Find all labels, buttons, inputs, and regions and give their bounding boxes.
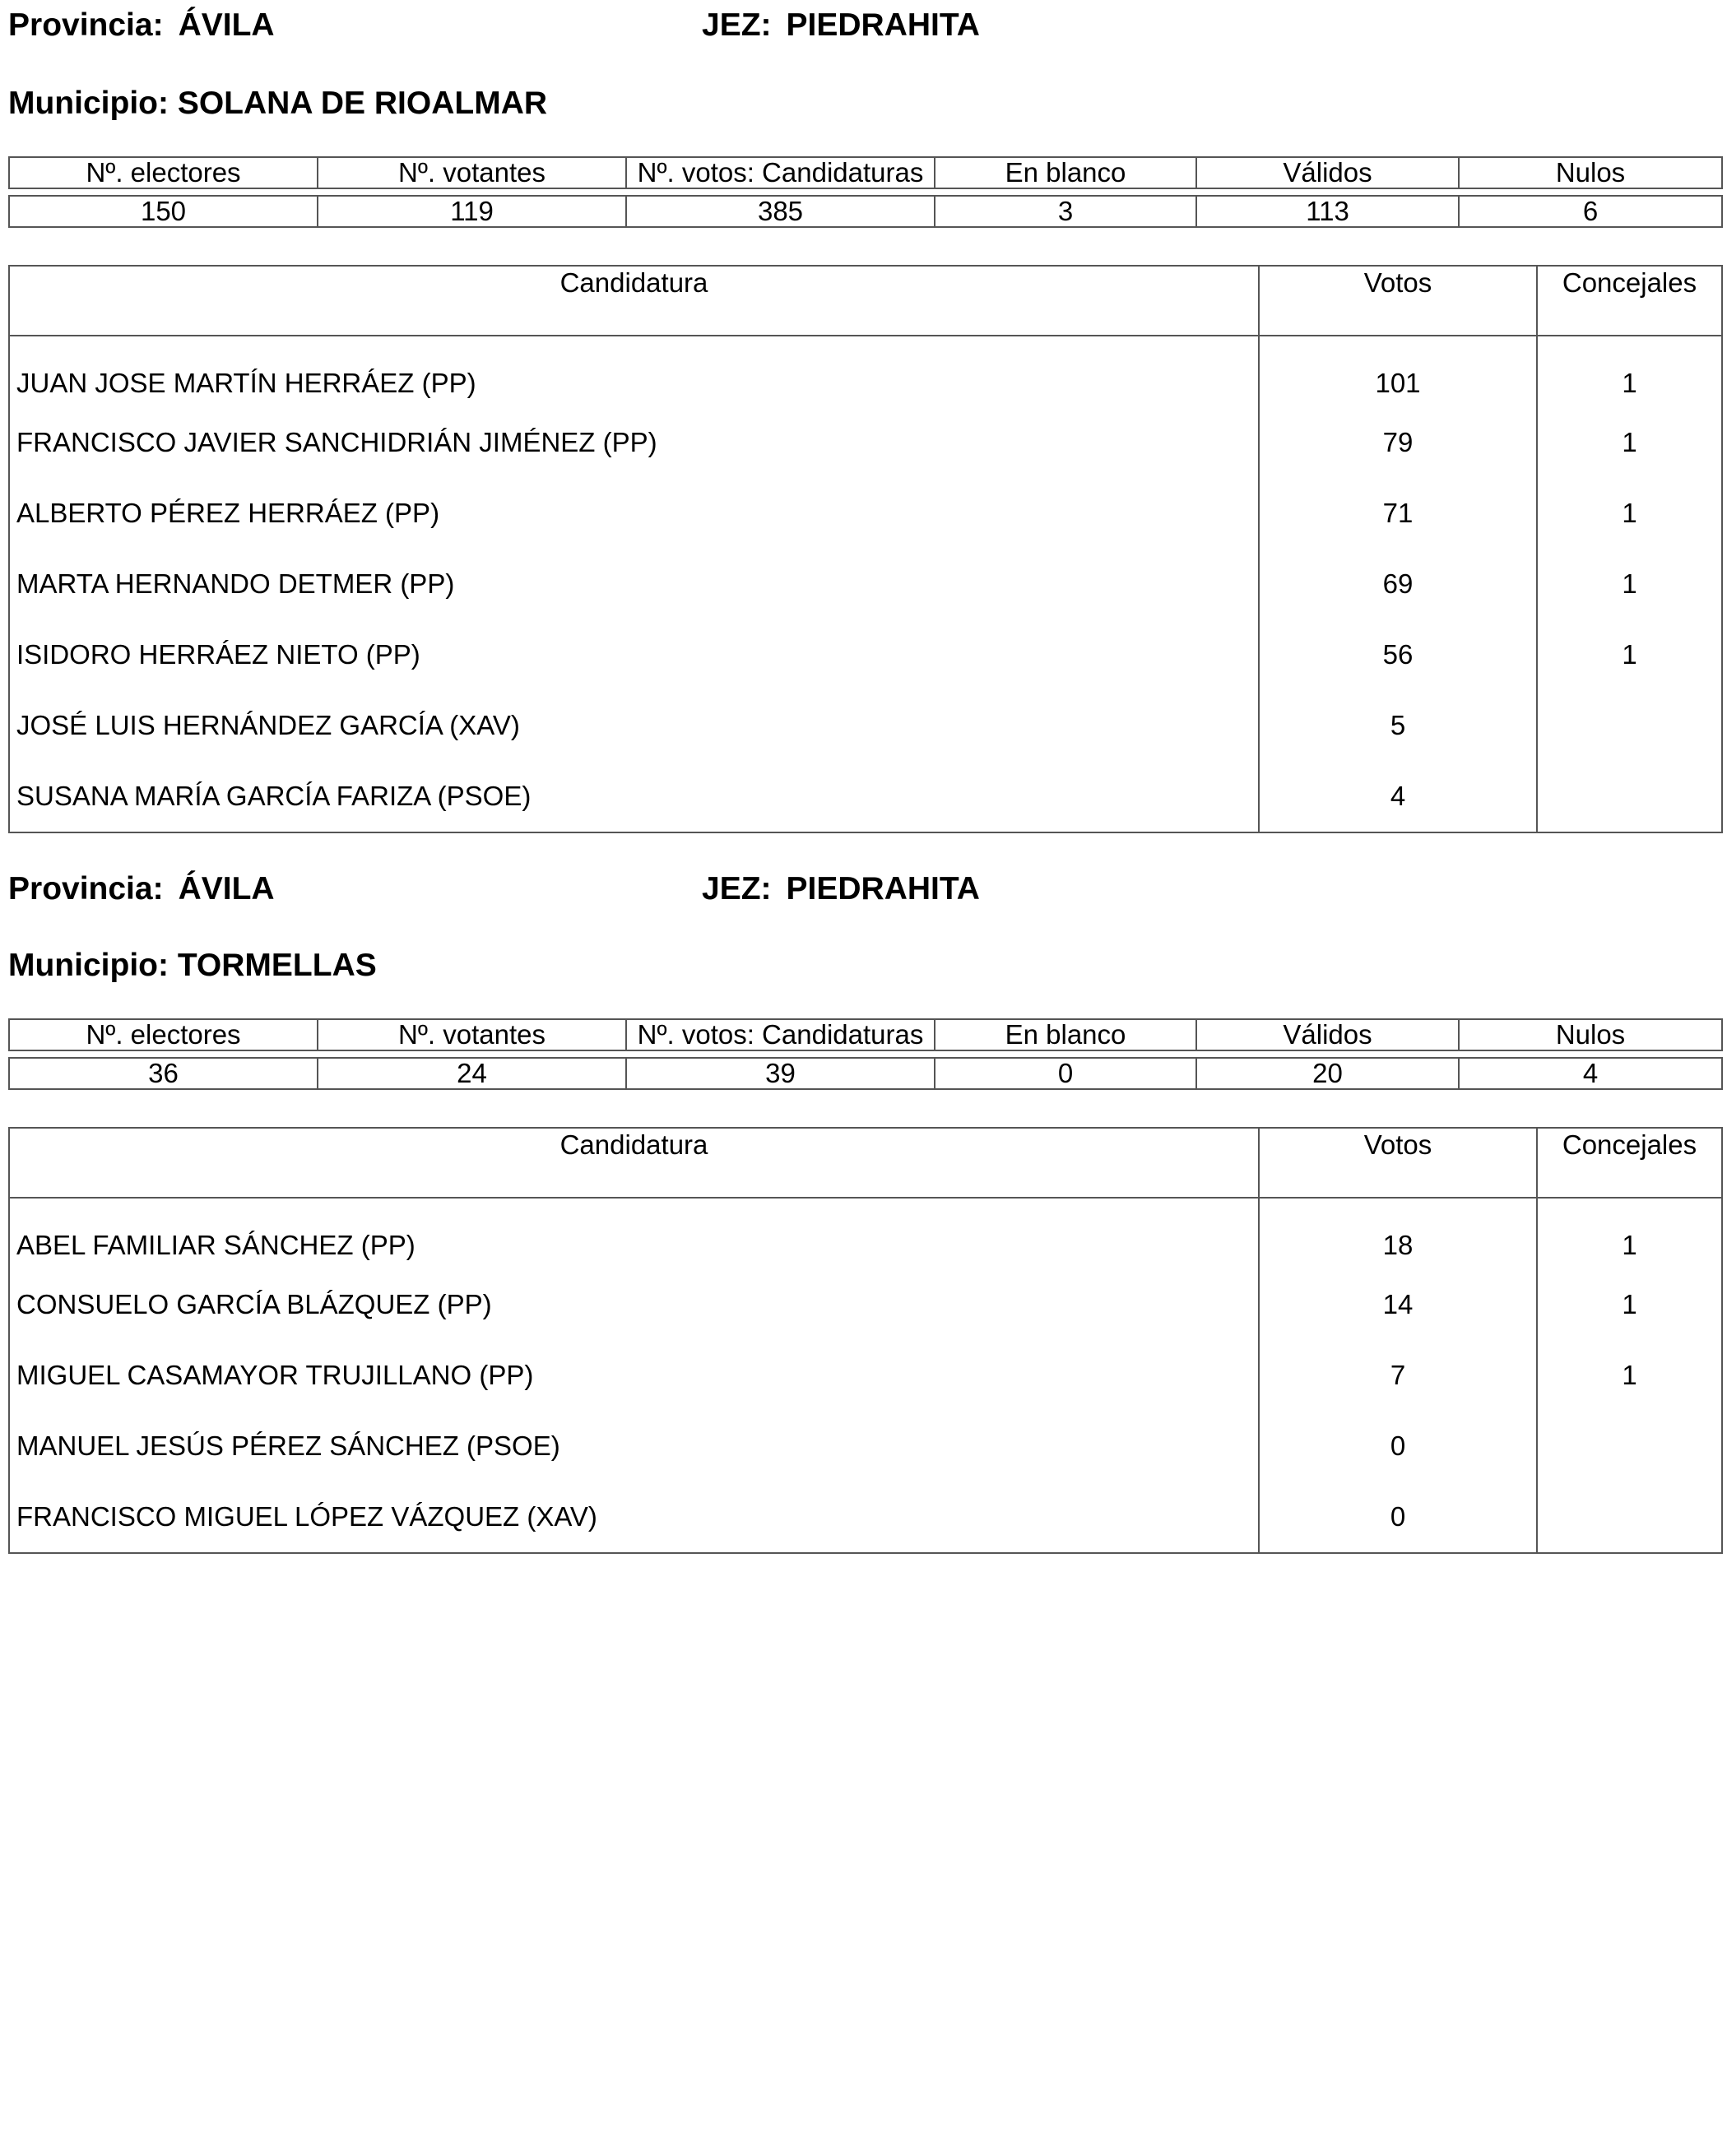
summary-header-cell: Válidos <box>1196 157 1459 188</box>
table-row <box>9 336 1722 407</box>
summary-table <box>8 1018 1723 1090</box>
summary-header-cell: En blanco <box>935 1019 1196 1050</box>
summary-header-row <box>9 157 1722 188</box>
candidate-seats <box>1537 690 1722 761</box>
summary-header-cell: Nº. electores <box>9 1019 318 1050</box>
candidate-votes: 69 <box>1259 549 1537 619</box>
provincia-value: ÁVILA <box>178 871 275 906</box>
candidate-name: FRANCISCO JAVIER SANCHIDRIÁN JIMÉNEZ (PP) <box>9 407 1259 478</box>
provincia-value: ÁVILA <box>178 7 275 43</box>
candidates-header-row <box>9 266 1722 336</box>
summary-header-cell: Nulos <box>1459 157 1722 188</box>
summary-value-cell: 24 <box>318 1058 626 1089</box>
municipio-heading <box>8 947 377 985</box>
candidate-votes: 18 <box>1259 1198 1537 1269</box>
summary-header-cell: Nº. votantes <box>318 157 626 188</box>
provincia-label: Provincia: <box>8 871 164 906</box>
table-row <box>9 761 1722 832</box>
candidate-seats: 1 <box>1537 1269 1722 1340</box>
candidate-votes: 0 <box>1259 1481 1537 1553</box>
candidatura-header: Candidatura <box>9 1128 1259 1198</box>
summary-header-row <box>9 1019 1722 1050</box>
table-row <box>9 1340 1722 1411</box>
table-row <box>9 1198 1722 1269</box>
candidate-votes: 79 <box>1259 407 1537 478</box>
summary-value-cell: 6 <box>1459 196 1722 227</box>
table-row <box>9 1411 1722 1481</box>
candidate-name: CONSUELO GARCÍA BLÁZQUEZ (PP) <box>9 1269 1259 1340</box>
candidate-votes: 4 <box>1259 761 1537 832</box>
candidate-name: ISIDORO HERRÁEZ NIETO (PP) <box>9 619 1259 690</box>
candidate-name: MIGUEL CASAMAYOR TRUJILLANO (PP) <box>9 1340 1259 1411</box>
summary-value-cell: 36 <box>9 1058 318 1089</box>
candidatura-header: Candidatura <box>9 266 1259 336</box>
candidate-seats: 1 <box>1537 478 1722 549</box>
summary-header-cell: En blanco <box>935 157 1196 188</box>
concejales-header: Concejales <box>1537 266 1722 336</box>
summary-value-cell: 119 <box>318 196 626 227</box>
candidate-seats: 1 <box>1537 549 1722 619</box>
summary-value-cell: 385 <box>626 196 935 227</box>
candidate-name: JOSÉ LUIS HERNÁNDEZ GARCÍA (XAV) <box>9 690 1259 761</box>
provincia-heading <box>8 870 275 908</box>
candidate-votes: 14 <box>1259 1269 1537 1340</box>
candidate-votes: 0 <box>1259 1411 1537 1481</box>
candidate-name: ALBERTO PÉREZ HERRÁEZ (PP) <box>9 478 1259 549</box>
summary-values-row <box>9 1058 1722 1089</box>
summary-value-cell: 113 <box>1196 196 1459 227</box>
candidate-votes: 7 <box>1259 1340 1537 1411</box>
table-row <box>9 407 1722 478</box>
jez-value: PIEDRAHITA <box>786 7 980 43</box>
summary-header-cell: Nº. votos: Candidaturas <box>626 1019 935 1050</box>
candidates-header-row <box>9 1128 1722 1198</box>
table-row <box>9 1481 1722 1553</box>
summary-header-cell: Nulos <box>1459 1019 1722 1050</box>
candidate-name: MARTA HERNANDO DETMER (PP) <box>9 549 1259 619</box>
summary-value-cell: 4 <box>1459 1058 1722 1089</box>
summary-header-cell: Válidos <box>1196 1019 1459 1050</box>
candidate-seats <box>1537 1411 1722 1481</box>
jez-label: JEZ: <box>702 871 772 906</box>
candidate-name: MANUEL JESÚS PÉREZ SÁNCHEZ (PSOE) <box>9 1411 1259 1481</box>
candidate-name: ABEL FAMILIAR SÁNCHEZ (PP) <box>9 1198 1259 1269</box>
concejales-header: Concejales <box>1537 1128 1722 1198</box>
candidate-seats: 1 <box>1537 407 1722 478</box>
municipio-value: SOLANA DE RIOALMAR <box>177 86 548 121</box>
table-row <box>9 619 1722 690</box>
table-row <box>9 690 1722 761</box>
municipio-label: Municipio: <box>8 948 169 983</box>
candidate-votes: 71 <box>1259 478 1537 549</box>
candidate-seats <box>1537 761 1722 832</box>
jez-value: PIEDRAHITA <box>786 871 980 906</box>
candidate-name: SUSANA MARÍA GARCÍA FARIZA (PSOE) <box>9 761 1259 832</box>
summary-header-cell: Nº. votantes <box>318 1019 626 1050</box>
summary-table <box>8 156 1723 228</box>
candidates-table <box>8 265 1723 833</box>
summary-value-cell: 20 <box>1196 1058 1459 1089</box>
candidate-name: JUAN JOSE MARTÍN HERRÁEZ (PP) <box>9 336 1259 407</box>
candidate-votes: 56 <box>1259 619 1537 690</box>
candidate-name: FRANCISCO MIGUEL LÓPEZ VÁZQUEZ (XAV) <box>9 1481 1259 1553</box>
candidate-votes: 101 <box>1259 336 1537 407</box>
jez-label: JEZ: <box>702 7 772 43</box>
summary-value-cell: 150 <box>9 196 318 227</box>
candidate-votes: 5 <box>1259 690 1537 761</box>
candidate-seats: 1 <box>1537 336 1722 407</box>
summary-values-row <box>9 196 1722 227</box>
table-row <box>9 549 1722 619</box>
summary-header-cell: Nº. votos: Candidaturas <box>626 157 935 188</box>
candidate-seats: 1 <box>1537 1340 1722 1411</box>
summary-value-cell: 39 <box>626 1058 935 1089</box>
municipio-heading <box>8 85 547 123</box>
votos-header: Votos <box>1259 266 1537 336</box>
candidate-seats: 1 <box>1537 619 1722 690</box>
municipio-value: TORMELLAS <box>177 948 377 983</box>
summary-value-cell: 0 <box>935 1058 1196 1089</box>
summary-value-cell: 3 <box>935 196 1196 227</box>
summary-header-cell: Nº. electores <box>9 157 318 188</box>
table-row <box>9 1269 1722 1340</box>
table-row <box>9 478 1722 549</box>
provincia-label: Provincia: <box>8 7 164 43</box>
candidates-table <box>8 1127 1723 1554</box>
votos-header: Votos <box>1259 1128 1537 1198</box>
jez-heading <box>702 870 980 908</box>
jez-heading <box>702 7 980 44</box>
provincia-heading <box>8 7 275 44</box>
candidate-seats: 1 <box>1537 1198 1722 1269</box>
municipio-label: Municipio: <box>8 86 169 121</box>
candidate-seats <box>1537 1481 1722 1553</box>
